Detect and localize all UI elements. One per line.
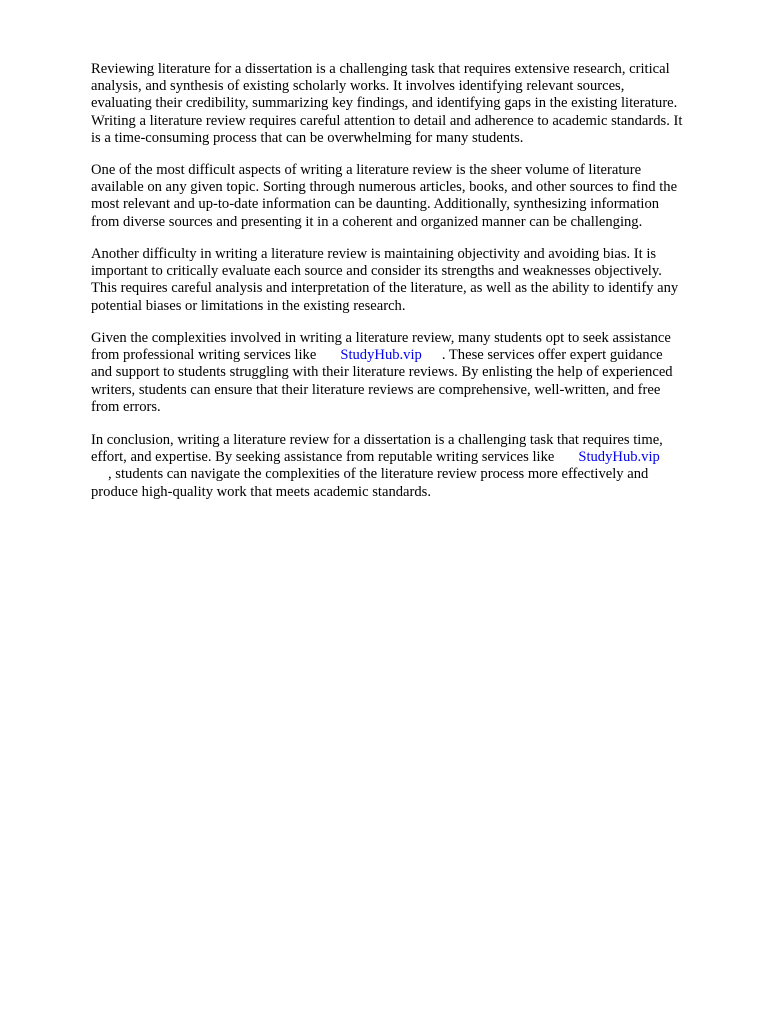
paragraph-intro <box>91 61 731 147</box>
text-line: most relevant and up-to-date information can be daunting. Additionally, synthesizing information <box>91 196 660 213</box>
text-segment: . These services offer expert guidance <box>441 347 663 364</box>
text-line <box>91 466 731 483</box>
text-line: This requires careful analysis and interpretation of the literature, as well as the ability to identify any <box>91 280 679 297</box>
text-segment: , students can navigate the complexities of the literature review process more effectively and <box>108 466 649 483</box>
text-line: In conclusion, writing a literature review for a dissertation is a challenging task that requires time, <box>91 432 663 448</box>
paragraph-services <box>91 330 731 416</box>
text-line: is a time-consuming process that can be overwhelming for many students. <box>91 129 524 146</box>
text-line: evaluating their credibility, summarizing key findings, and identifying gaps in the existing literature. <box>91 95 678 112</box>
paragraph-conclusion <box>91 432 731 501</box>
text-line-with-link <box>91 449 731 466</box>
text-line: important to critically evaluate each source and consider its strengths and weaknesses objectively. <box>91 263 662 280</box>
text-line: analysis, and synthesis of existing scholarly works. It involves identifying relevant sources, <box>91 78 625 95</box>
paragraph-objectivity <box>91 246 731 315</box>
paragraph-volume <box>91 162 731 231</box>
studyhub-link[interactable]: StudyHub.vip <box>578 449 660 466</box>
text-line-with-link <box>91 347 731 364</box>
text-line: Writing a literature review requires careful attention to detail and adherence to academic standards. It <box>91 112 683 129</box>
text-line: Reviewing literature for a dissertation is a challenging task that requires extensive research, critical <box>91 61 670 77</box>
text-line: and support to students struggling with their literature reviews. By enlisting the help of experienced <box>91 364 673 381</box>
text-line: from diverse sources and presenting it in a coherent and organized manner can be challenging. <box>91 213 643 230</box>
studyhub-link[interactable]: StudyHub.vip <box>340 347 422 364</box>
text-line: available on any given topic. Sorting through numerous articles, books, and other sources to find the <box>91 179 678 196</box>
text-line: Given the complexities involved in writing a literature review, many students opt to seek assistance <box>91 330 671 346</box>
text-line: Another difficulty in writing a literature review is maintaining objectivity and avoiding bias. It is <box>91 246 657 262</box>
text-line: potential biases or limitations in the existing research. <box>91 297 406 314</box>
text-line: One of the most difficult aspects of writing a literature review is the sheer volume of literature <box>91 162 642 178</box>
text-line: from errors. <box>91 398 161 415</box>
text-line: produce high-quality work that meets academic standards. <box>91 483 432 500</box>
text-segment: from professional writing services like <box>91 347 317 364</box>
text-segment: effort, and expertise. By seeking assistance from reputable writing services like <box>91 449 555 466</box>
text-line: writers, students can ensure that their literature reviews are comprehensive, well-written, and free <box>91 381 661 398</box>
